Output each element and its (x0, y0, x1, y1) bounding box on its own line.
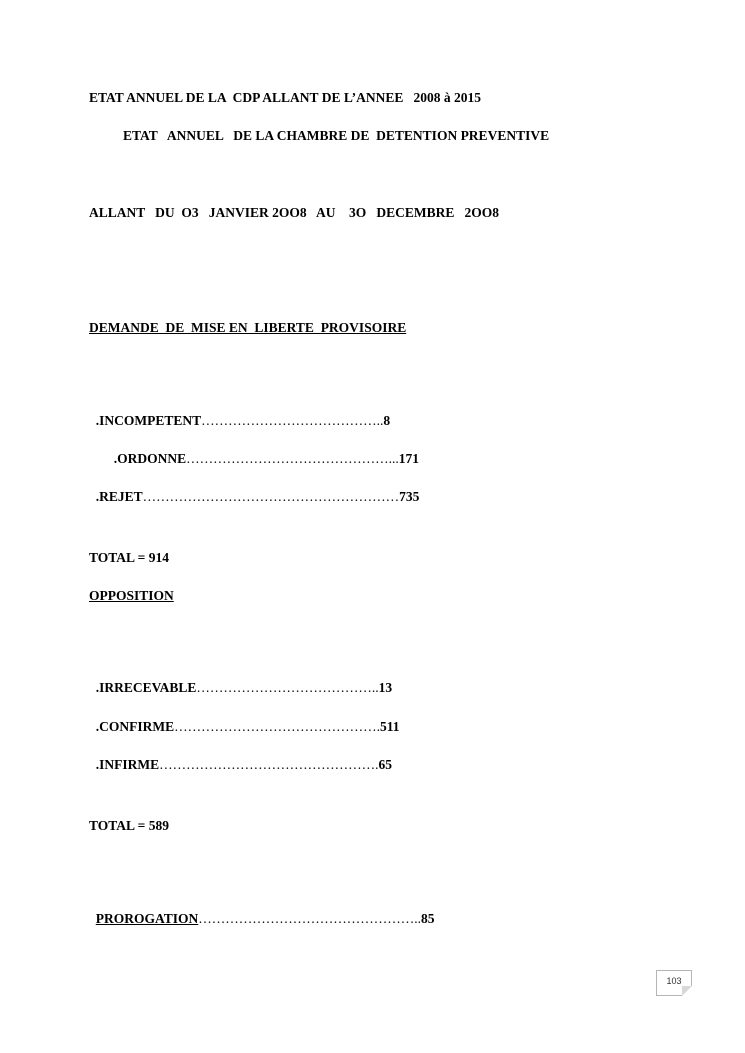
heading-line-3: ALLANT DU O3 JANVIER 2OO8 AU 3O DECEMBRE 2OO8 (89, 205, 500, 220)
total-section-1: TOTAL = 914 (89, 550, 169, 565)
section-title-liberte-provisoire: DEMANDE DE MISE EN LIBERTE PROVISOIRE (89, 320, 407, 335)
item-value: 171 (398, 451, 420, 466)
list-item-rejet (89, 473, 419, 505)
heading-line-2: ETAT ANNUEL DE LA CHAMBRE DE DETENTION PREVENTIVE (123, 128, 550, 143)
item-dots: ………………………………………... (186, 451, 399, 466)
item-dots: …………………………………………. (159, 757, 379, 772)
item-label: .INCOMPETENT (95, 413, 202, 428)
list-item-ordonne (107, 435, 419, 467)
item-dots: ………………………………………. (174, 719, 380, 734)
item-value: 65 (378, 757, 392, 772)
item-label: .INFIRME (95, 757, 160, 772)
item-label: .CONFIRME (95, 719, 175, 734)
total-section-2: TOTAL = 589 (89, 818, 169, 833)
page-number-box (656, 970, 692, 996)
item-label: .ORDONNE (113, 451, 187, 466)
list-item-infirme (89, 741, 392, 773)
page-number: 103 (666, 976, 682, 986)
list-item-prorogation (89, 895, 435, 927)
item-dots: ………………………………………………… (142, 489, 400, 504)
page-fold-icon (682, 986, 692, 996)
section-title-prorogation: PROROGATION (95, 911, 199, 926)
item-label: .IRRECEVABLE (95, 680, 197, 695)
list-item-incompetent (89, 397, 390, 429)
item-value: 511 (380, 719, 400, 734)
section-title-opposition: OPPOSITION (89, 588, 174, 603)
item-dots: ………………………………………….. (198, 911, 422, 926)
item-value: 735 (399, 489, 420, 504)
list-item-irrecevable (89, 664, 392, 696)
item-value: 13 (378, 680, 393, 695)
item-dots: ………………………………….. (196, 680, 379, 695)
list-item-confirme (89, 703, 400, 735)
item-dots: ………………………………….. (201, 413, 384, 428)
heading-line-1: ETAT ANNUEL DE LA CDP ALLANT DE L’ANNEE 2008 à 2015 (89, 90, 481, 105)
item-value: 85 (421, 911, 435, 926)
item-value: 8 (383, 413, 391, 428)
item-label: .REJET (95, 489, 143, 504)
